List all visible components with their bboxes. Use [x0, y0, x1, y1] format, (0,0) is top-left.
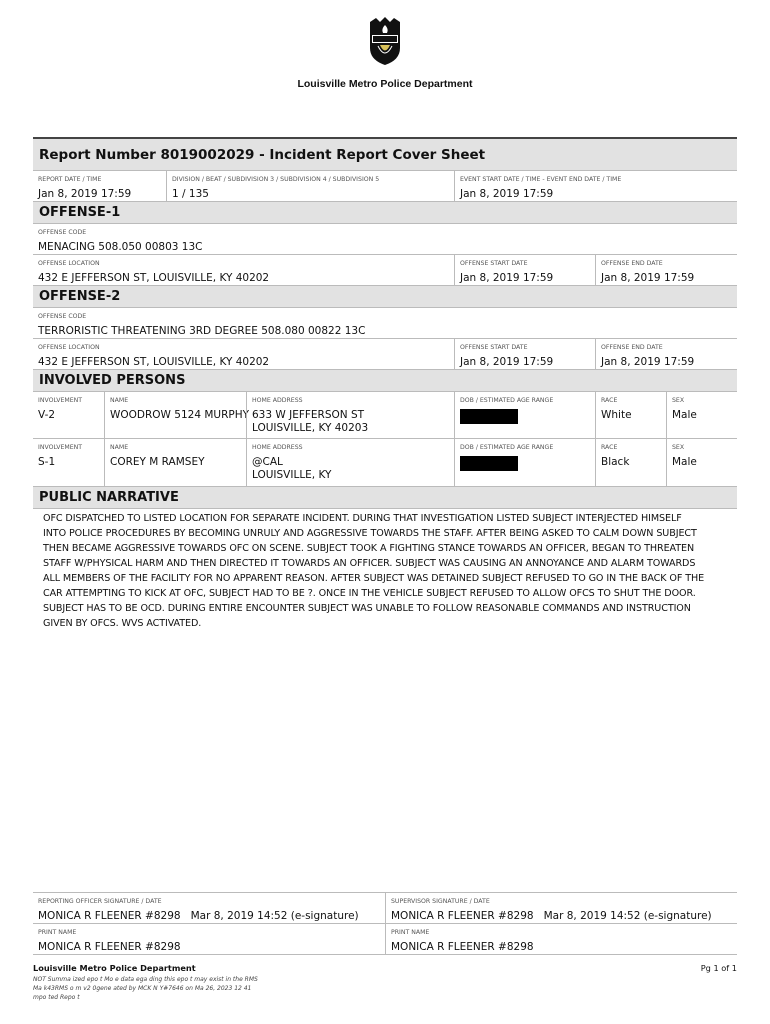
offense-code-label: OFFENSE CODE — [38, 313, 87, 320]
offense-1-location: 432 E JEFFERSON ST, LOUISVILLE, KY 40202 — [38, 272, 270, 284]
print-name-label: PRINT NAME — [391, 929, 430, 936]
officer-print-cell — [33, 924, 385, 954]
footer-note — [33, 975, 737, 1002]
offense-1-end-cell — [595, 255, 737, 285]
footer-department: Louisville Metro Police Department — [33, 963, 196, 973]
offense-2-code: TERRORISTIC THREATENING 3RD DEGREE 508.080 00822 13C — [38, 325, 366, 337]
offense-location-label: OFFENSE LOCATION — [38, 344, 100, 351]
offense-2-location-cell — [33, 339, 454, 369]
print-name-label: PRINT NAME — [38, 929, 77, 936]
event-date-cell — [454, 171, 737, 201]
officer-signature-line — [38, 906, 380, 923]
address-label: HOME ADDRESS — [252, 444, 303, 451]
offense-1-location-cell — [33, 255, 454, 285]
supervisor-signature-cell — [385, 893, 737, 923]
footer-note-line: Ma k43RMS o m v2 0gene ated by MCK N Y#7646 on Ma 26, 2023 12 41 — [33, 985, 252, 992]
race-label: RACE — [601, 397, 618, 404]
person-involvement: S-1 — [38, 456, 56, 468]
person-row — [33, 392, 737, 439]
report-cover-sheet — [33, 137, 737, 631]
offense-1-end: Jan 8, 2019 17:59 — [601, 272, 695, 284]
event-date-value: Jan 8, 2019 17:59 — [460, 188, 554, 200]
person-address-line1: 633 W JEFFERSON ST — [252, 409, 365, 421]
report-date-label: REPORT DATE / TIME — [38, 176, 102, 183]
person-sex-cell — [666, 439, 737, 486]
person-name: COREY M RAMSEY — [110, 456, 205, 468]
supervisor-signature-date: Mar 8, 2019 14:52 (e-signature) — [543, 910, 712, 922]
supervisor-signature: MONICA R FLEENER #8298 — [391, 910, 534, 922]
offense-end-label: OFFENSE END DATE — [601, 344, 663, 351]
person-address-cell — [246, 439, 454, 486]
offense-1-location-row — [33, 255, 737, 286]
person-race: Black — [601, 456, 630, 468]
narrative-line: CAR ATTEMPTING TO KICK AT OFC, SUBJECT HAD TO BE ?. ONCE IN THE VEHICLE SUBJECT REFUSED TO ALLOW OFCS TO SHUT THE DOOR. — [43, 588, 696, 599]
officer-print-name: MONICA R FLEENER #8298 — [38, 941, 181, 953]
person-name-cell — [104, 392, 250, 438]
address-label: HOME ADDRESS — [252, 397, 303, 404]
person-involvement-cell — [33, 392, 104, 438]
name-label: NAME — [110, 444, 129, 451]
offense-1-start: Jan 8, 2019 17:59 — [460, 272, 554, 284]
dob-label: DOB / ESTIMATED AGE RANGE — [460, 444, 554, 451]
person-name-cell — [104, 439, 246, 486]
offense-1-start-cell — [454, 255, 595, 285]
signature-block — [33, 892, 737, 955]
offense-start-label: OFFENSE START DATE — [460, 260, 528, 267]
person-address-line2: LOUISVILLE, KY 40203 — [252, 422, 369, 434]
person-sex-cell — [666, 392, 737, 438]
offense-2-code-row — [33, 308, 737, 339]
public-narrative-heading: PUBLIC NARRATIVE — [33, 487, 737, 509]
lmpd-badge-icon — [366, 16, 404, 66]
supervisor-print-name: MONICA R FLEENER #8298 — [391, 941, 534, 953]
page-number: Pg 1 of 1 — [700, 963, 737, 973]
person-sex: Male — [672, 456, 697, 468]
page-footer — [33, 963, 737, 1002]
redacted-dob — [460, 456, 518, 471]
narrative-line: STAFF W/PHYSICAL HARM AND THEN DIRECTED IT TOWARDS AN OFFICER. SUBJECT WAS CAUSING AN ANNOYANCE AND ALARM TOWARDS — [43, 558, 696, 569]
offense-1-code-cell — [33, 224, 737, 254]
dob-label: DOB / ESTIMATED AGE RANGE — [460, 397, 554, 404]
person-dob-cell — [454, 392, 595, 438]
event-date-label: EVENT START DATE / TIME - EVENT END DATE / TIME — [460, 176, 622, 183]
supervisor-print-cell — [385, 924, 737, 954]
officer-signature-date: Mar 8, 2019 14:52 (e-signature) — [190, 910, 359, 922]
officer-signature: MONICA R FLEENER #8298 — [38, 910, 181, 922]
print-name-row — [33, 924, 737, 955]
involved-persons-heading: INVOLVED PERSONS — [33, 370, 737, 392]
footer-note-line: mpo ted Repo t — [33, 994, 80, 1001]
person-involvement-cell — [33, 439, 104, 486]
offense-2-end: Jan 8, 2019 17:59 — [601, 356, 695, 368]
offense-2-heading: OFFENSE-2 — [33, 286, 737, 308]
report-title: Report Number 8019002029 - Incident Report Cover Sheet — [33, 137, 737, 171]
sex-label: SEX — [672, 397, 685, 404]
offense-2-start-cell — [454, 339, 595, 369]
offense-end-label: OFFENSE END DATE — [601, 260, 663, 267]
person-address-line2: LOUISVILLE, KY — [252, 469, 332, 481]
offense-2-start: Jan 8, 2019 17:59 — [460, 356, 554, 368]
offense-start-label: OFFENSE START DATE — [460, 344, 528, 351]
offense-code-label: OFFENSE CODE — [38, 229, 87, 236]
supervisor-signature-label: SUPERVISOR SIGNATURE / DATE — [391, 898, 490, 905]
report-date-cell — [33, 171, 166, 201]
narrative-line: INTO POLICE PROCEDURES BY BECOMING UNRULY AND AGGRESSIVE TOWARDS THE STAFF. AFTER BEING ASKED TO CALM DOWN SUBJECT — [43, 528, 697, 539]
report-info-row — [33, 171, 737, 202]
person-dob-cell — [454, 439, 595, 486]
division-label: DIVISION / BEAT / SUBDIVISION 3 / SUBDIVISION 4 / SUBDIVISION 5 — [172, 176, 380, 183]
person-race-cell — [595, 439, 666, 486]
narrative-line: ALL MEMBERS OF THE FACILITY FOR NO APPARENT REASON. AFTER SUBJECT WAS DETAINED SUBJECT REFUSED TO GO IN THE BACK OF THE — [43, 573, 705, 584]
involvement-label: INVOLVEMENT — [38, 397, 83, 404]
report-date-value: Jan 8, 2019 17:59 — [38, 188, 132, 200]
involvement-label: INVOLVEMENT — [38, 444, 83, 451]
redacted-dob — [460, 409, 518, 424]
footer-note-line: NOT Summa ized epo t Mo e data ega ding this epo t may exist in the RMS — [33, 976, 258, 983]
offense-location-label: OFFENSE LOCATION — [38, 260, 100, 267]
department-title: Louisville Metro Police Department — [297, 78, 473, 90]
person-involvement: V-2 — [38, 409, 56, 421]
name-label: NAME — [110, 397, 129, 404]
officer-signature-cell — [33, 893, 385, 923]
offense-2-code-cell — [33, 308, 737, 338]
narrative-line: OFC DISPATCHED TO LISTED LOCATION FOR SEPARATE INCIDENT. DURING THAT INVESTIGATION LISTED SUBJECT INTERJECTED HIMSELF — [43, 513, 682, 524]
public-narrative-text — [33, 509, 737, 631]
offense-2-end-cell — [595, 339, 737, 369]
division-value: 1 / 135 — [172, 188, 209, 200]
sex-label: SEX — [672, 444, 685, 451]
narrative-line: SUBJECT HAS TO BE OCD. DURING ENTIRE ENCOUNTER SUBJECT WAS UNABLE TO FOLLOW REASONABLE COMMANDS AND INSTRUCTION — [43, 603, 691, 614]
person-sex: Male — [672, 409, 697, 421]
person-address-line1: @CAL — [252, 456, 283, 468]
person-address-cell — [246, 392, 454, 438]
division-cell — [166, 171, 454, 201]
offense-1-code: MENACING 508.050 00803 13C — [38, 241, 203, 253]
supervisor-signature-line — [391, 906, 732, 923]
person-race: White — [601, 409, 632, 421]
person-row — [33, 439, 737, 487]
offense-2-location: 432 E JEFFERSON ST, LOUISVILLE, KY 40202 — [38, 356, 270, 368]
narrative-line: THEN BECAME AGGRESSIVE TOWARDS OFC ON SCENE. SUBJECT TOOK A FIGHTING STANCE TOWARDS AN OFFICER, BEGAN TO THREATEN — [43, 543, 695, 554]
narrative-line: GIVEN BY OFCS. WVS ACTIVATED. — [43, 618, 202, 629]
officer-signature-label: REPORTING OFFICER SIGNATURE / DATE — [38, 898, 162, 905]
race-label: RACE — [601, 444, 618, 451]
person-race-cell — [595, 392, 666, 438]
person-name: WOODROW 5124 MURPHY — [110, 409, 250, 421]
offense-2-location-row — [33, 339, 737, 370]
signature-row — [33, 892, 737, 924]
offense-1-code-row — [33, 224, 737, 255]
offense-1-heading: OFFENSE-1 — [33, 202, 737, 224]
